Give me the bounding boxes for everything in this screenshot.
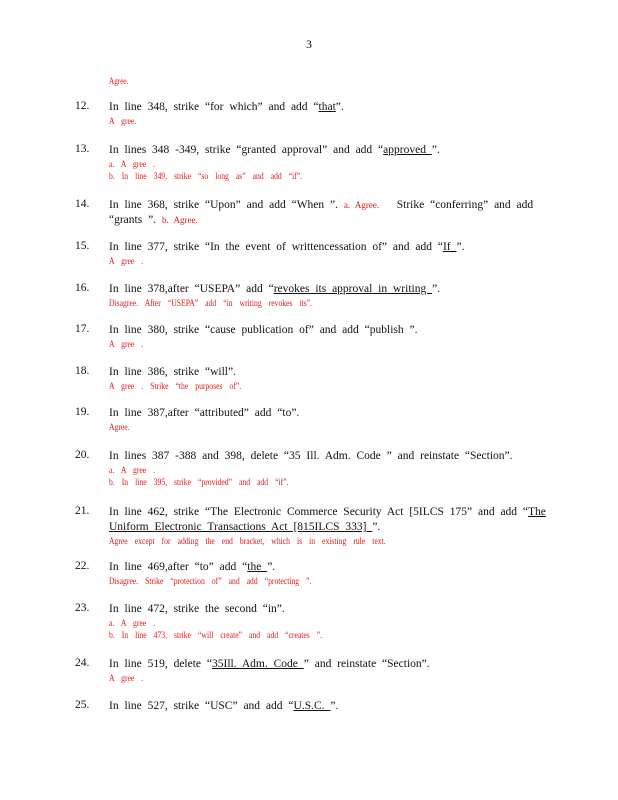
item-number: 22. xyxy=(75,560,90,572)
reply-note: A gree . xyxy=(109,256,144,266)
item-text: ” and reinstate “Section”. xyxy=(303,658,430,670)
item-number: 17. xyxy=(75,323,90,335)
reply-note: Agree. xyxy=(109,422,130,432)
reply-note: Agree. xyxy=(109,76,129,86)
item-text: In line 469,after “to” add “ xyxy=(109,561,248,573)
item-number: 23. xyxy=(75,602,90,614)
reply-note: A gree . xyxy=(109,673,144,683)
item-number: 14. xyxy=(75,198,90,210)
item-number: 19. xyxy=(75,406,90,418)
reply-note: a. A gree . xyxy=(109,618,156,628)
item-text: In line 519, delete “ xyxy=(109,658,213,670)
item-text: In line 368, strike “Upon” and add “When ”. xyxy=(109,199,339,211)
reply-note: b. In line 473, strike “will create” and add “creates ”. xyxy=(109,630,323,640)
item-text: In line 527, strike “USC” and add “ xyxy=(109,700,294,712)
inserted-text: U.S.C. xyxy=(293,700,331,712)
item-text: In lines 387 -388 and 398, delete “35 Ill. Adm. Code ” and reinstate “Section”. xyxy=(109,450,513,462)
item-text: In line 377, strike “In the event of writtencessation of” and add “ xyxy=(109,241,443,253)
item-text: ”. xyxy=(335,101,344,113)
reply-note: A gree . Strike “the purposes of”. xyxy=(109,381,242,391)
item-text: In line 472, strike the second “in”. xyxy=(109,603,285,615)
item-text: In lines 348 -349, strike “granted approval” and add “ xyxy=(109,144,384,156)
item-number: 15. xyxy=(75,240,90,252)
item-number: 16. xyxy=(75,282,90,294)
item-number: 13. xyxy=(75,143,90,155)
item-text: In line 348, strike “for which” and add “ xyxy=(109,101,319,113)
reply-note: b. Agree. xyxy=(161,215,198,225)
inserted-text: Uniform Electronic Transactions Act [815ILCS 333] xyxy=(109,521,373,533)
item-text: In line 387,after “attributed” add “to”. xyxy=(109,407,300,419)
reply-note: b. In line 395, strike “provided” and add “if”. xyxy=(109,477,289,487)
item-text: ”. xyxy=(267,561,276,573)
reply-note: a. A gree . xyxy=(109,465,156,475)
reply-note: Disagree. After “USEPA” add “in writing revokes its”. xyxy=(109,298,313,308)
item-text: ”. xyxy=(330,700,339,712)
item-text: Strike “conferring” and add xyxy=(396,199,534,211)
item-text: ”. xyxy=(432,283,441,295)
item-text: In line 380, strike “cause publication of” and add “publish ”. xyxy=(109,324,418,336)
item-text: “grants ”. xyxy=(109,214,157,226)
inserted-text: revokes its approval in writing xyxy=(273,283,433,295)
inserted-text: approved xyxy=(383,144,432,156)
page-number: 3 xyxy=(306,37,312,51)
item-text: ”. xyxy=(372,521,381,533)
item-number: 25. xyxy=(75,699,90,711)
reply-note: b. In line 349, strike “so long as” and add “if”. xyxy=(109,171,303,181)
item-number: 12. xyxy=(75,100,90,112)
reply-note: Agree except for adding the end bracket, which is in existing rule text. xyxy=(109,536,386,546)
reply-note: Disagree. Strike “protection of” and add “protecting ”. xyxy=(109,576,312,586)
item-text: In line 378,after “USEPA” add “ xyxy=(109,283,274,295)
inserted-text: The xyxy=(528,506,546,518)
item-text: ”. xyxy=(431,144,440,156)
inserted-text: that xyxy=(318,101,336,113)
item-number: 18. xyxy=(75,365,90,377)
item-text: In line 386, strike “will”. xyxy=(109,366,236,378)
item-number: 20. xyxy=(75,449,90,461)
item-number: 24. xyxy=(75,657,90,669)
inserted-text: the xyxy=(247,561,268,573)
reply-note: A gree . xyxy=(109,339,144,349)
item-number: 21. xyxy=(75,505,90,517)
reply-note: A gree. xyxy=(109,116,137,126)
inserted-text: 35Ill. Adm. Code xyxy=(212,658,304,670)
reply-note: a. Agree. xyxy=(343,200,380,210)
item-text: ”. xyxy=(456,241,465,253)
reply-note: a. A gree . xyxy=(109,159,156,169)
inserted-text: If xyxy=(442,241,457,253)
item-text: In line 462, strike “The Electronic Commerce Security Act [5ILCS 175” and add “ xyxy=(109,506,529,518)
